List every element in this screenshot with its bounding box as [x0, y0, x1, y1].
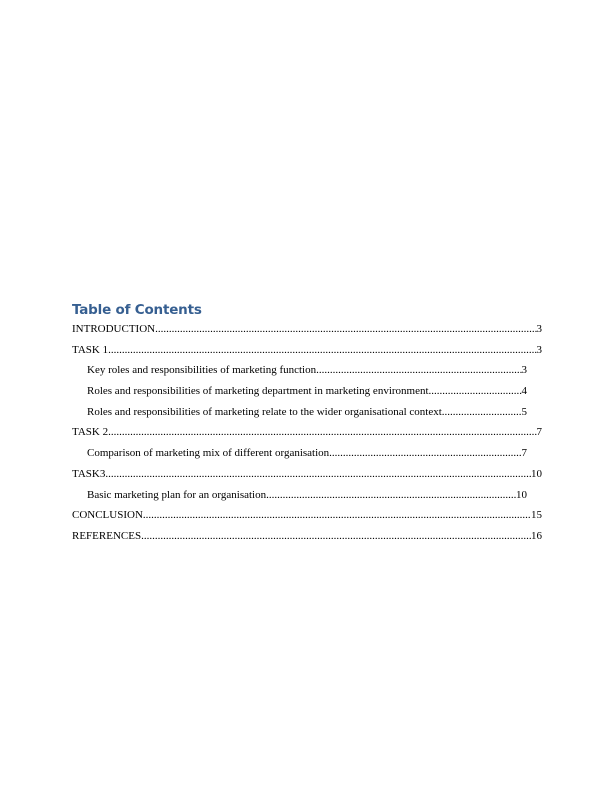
dot-leader	[105, 467, 531, 481]
toc-entry-page: 4	[521, 385, 527, 398]
toc-entry-marketing-plan[interactable]	[72, 488, 527, 509]
toc-entry-key-roles[interactable]	[72, 363, 527, 384]
dot-leader	[316, 363, 521, 377]
toc-entry-introduction[interactable]	[72, 322, 542, 343]
toc-entry-page: 3	[521, 364, 527, 377]
toc-entry-label: REFERENCES	[72, 529, 142, 542]
toc-entry-organisational-context[interactable]	[72, 405, 527, 426]
toc-entry-label: INTRODUCTION	[72, 323, 156, 335]
toc-entry-page: 3	[536, 323, 542, 335]
table-of-contents	[72, 301, 542, 550]
toc-entry-label: TASK 1	[72, 343, 109, 356]
toc-entry-page: 3	[536, 343, 542, 356]
toc-entry-page: 5	[521, 405, 527, 418]
toc-entry-page: 7	[536, 426, 542, 439]
dot-leader	[266, 488, 516, 502]
dot-leader	[442, 405, 522, 419]
toc-entry-conclusion[interactable]	[72, 508, 542, 529]
toc-entry-label: Comparison of marketing mix of different organisation	[87, 447, 330, 460]
toc-entry-label: Roles and responsibilities of marketing department in marketing environment	[87, 385, 429, 398]
toc-entry-task-1[interactable]	[72, 343, 542, 364]
dot-leader	[143, 508, 531, 522]
toc-entry-page: 7	[521, 447, 527, 460]
dot-leader	[429, 384, 522, 398]
toc-entry-label: TASK3	[72, 467, 106, 480]
toc-list	[72, 322, 542, 550]
toc-entry-label: Roles and responsibilities of marketing relate to the wider organisational context	[87, 405, 442, 418]
toc-entry-label: CONCLUSION	[72, 509, 143, 522]
toc-title: Table of Contents	[72, 302, 202, 318]
dot-leader	[329, 446, 521, 460]
toc-entry-page: 16	[531, 529, 542, 542]
toc-entry-page: 10	[531, 467, 542, 480]
toc-entry-page: 10	[516, 488, 527, 501]
dot-leader	[108, 425, 536, 439]
toc-entry-marketing-environment[interactable]	[72, 384, 527, 405]
toc-entry-label: Basic marketing plan for an organisation	[87, 488, 267, 501]
dot-leader	[155, 322, 536, 336]
toc-entry-page: 15	[531, 509, 542, 522]
toc-entry-task-3[interactable]	[72, 467, 542, 488]
toc-entry-task-2[interactable]	[72, 425, 542, 446]
dot-leader	[108, 343, 536, 357]
toc-entry-marketing-mix[interactable]	[72, 446, 527, 467]
toc-entry-label: TASK 2	[72, 426, 109, 439]
toc-entry-label: Key roles and responsibilities of marketing function	[87, 364, 317, 377]
dot-leader	[141, 529, 531, 543]
toc-entry-references[interactable]	[72, 529, 542, 550]
